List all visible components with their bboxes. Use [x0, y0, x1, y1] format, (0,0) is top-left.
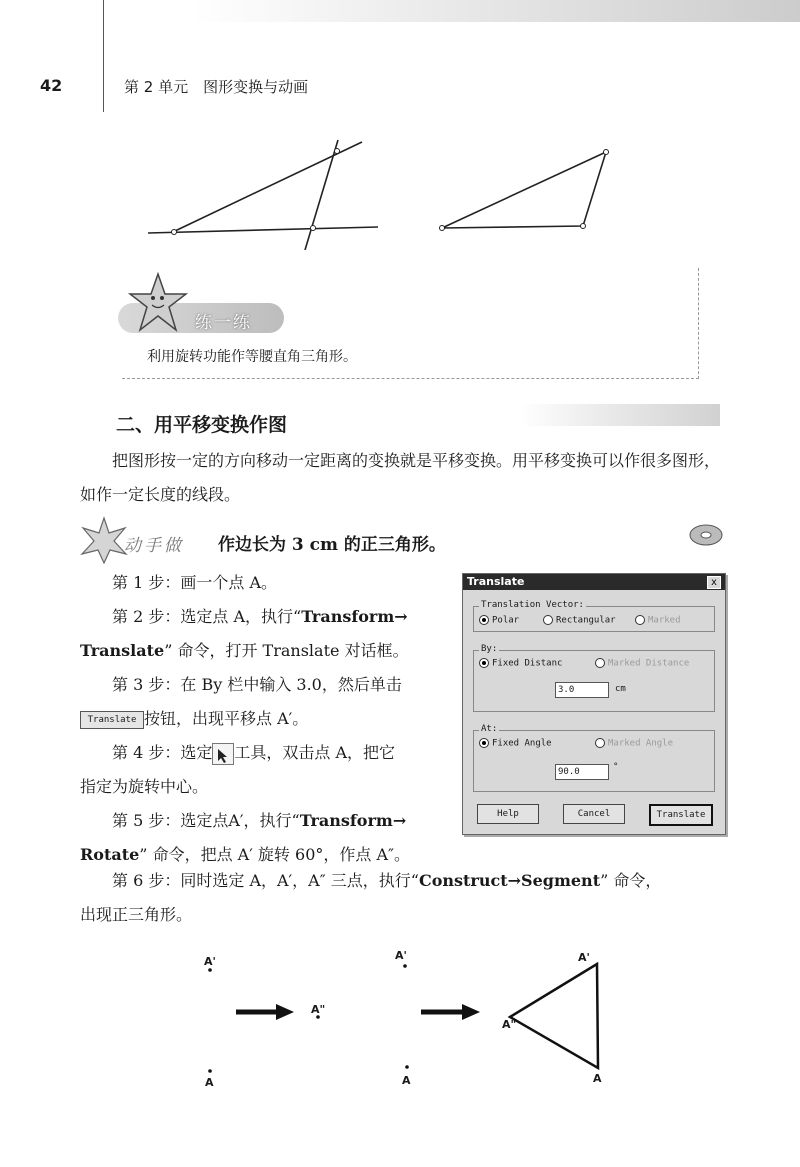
step-6-line-2: 出现正三角形。	[80, 905, 193, 924]
radio-selected-icon	[479, 615, 489, 625]
label-a: A	[205, 1076, 214, 1089]
radio-icon	[635, 615, 645, 625]
dialog-titlebar	[463, 574, 725, 590]
arrow-right-icon	[421, 1004, 480, 1020]
figure-stage-2	[403, 964, 409, 1069]
arrow-right-icon	[236, 1004, 294, 1020]
equilateral-triangle	[510, 964, 598, 1068]
top-figures	[0, 130, 800, 250]
header-shading	[190, 0, 800, 22]
angle-unit: °	[613, 762, 619, 772]
step-4-line-1	[112, 736, 395, 770]
help-button[interactable]: Help	[477, 804, 539, 824]
step-2-line-1	[112, 600, 452, 634]
handson-title: 作边长为 3 cm 的正三角形。	[218, 535, 446, 555]
angle-input[interactable]: 90.0	[555, 764, 609, 780]
by-label: By:	[481, 644, 498, 654]
step-2-command: Transform→	[301, 607, 408, 626]
label-a-prime-2: A'	[395, 949, 407, 962]
radio-icon	[595, 658, 605, 668]
step-5-command-end: Rotate	[80, 845, 140, 864]
radio-icon	[543, 615, 553, 625]
dialog-title: Translate	[467, 575, 525, 588]
fixed-distance-label: Fixed Distanc	[492, 658, 563, 669]
star-burst-icon	[80, 516, 128, 564]
label-a-double-prime: A"	[311, 1003, 326, 1016]
translate-dialog	[462, 573, 726, 835]
step-2-command-end: Translate	[80, 641, 165, 660]
fixed-angle-radio[interactable]	[479, 738, 552, 749]
unit-title: 第 2 单元 图形变换与动画	[124, 78, 309, 96]
label-a-prime-3: A'	[578, 951, 590, 964]
arrow-tool-icon	[212, 743, 234, 765]
step-2-line-2	[80, 634, 409, 668]
step-2-text-end: ” 命令，打开 Translate 对话框。	[164, 641, 409, 660]
step-3-line-2	[80, 702, 308, 736]
practice-title: 练一练	[195, 313, 252, 333]
step-4-text-2: 工具，双击点 A，把它	[234, 743, 396, 762]
polar-radio[interactable]	[479, 615, 519, 626]
handson-label: 动手做	[124, 536, 184, 556]
practice-text: 利用旋转功能作等腰直角三角形。	[147, 349, 357, 365]
label-a-double-prime-3: A"	[502, 1018, 517, 1031]
step-5-command: Transform→	[299, 811, 407, 830]
radio-selected-icon	[479, 658, 489, 668]
fixed-distance-radio[interactable]	[479, 658, 562, 669]
step-2-text: 第 2 步：选定点 A，执行“	[112, 607, 302, 626]
fixed-angle-label: Fixed Angle	[492, 738, 552, 749]
marked-angle-radio[interactable]	[595, 738, 673, 749]
distance-input[interactable]: 3.0	[555, 682, 609, 698]
marked-distance-radio[interactable]	[595, 658, 689, 669]
figure-stage-1	[208, 968, 320, 1073]
construction-figures	[0, 940, 800, 1100]
intro-paragraph: 把图形按一定的方向移动一定距离的变换就是平移变换。用平移变换可以作很多图形，如作一定长度的线段。	[80, 451, 721, 504]
step-4-line-2: 指定为旋转中心。	[80, 777, 209, 796]
label-a-prime: A'	[204, 955, 216, 968]
page-number: 42	[40, 76, 63, 95]
translate-button[interactable]: Translate	[649, 804, 713, 826]
step-4-text: 第 4 步：选定	[112, 743, 213, 762]
marked-radio[interactable]	[635, 615, 681, 626]
rectangular-label: Rectangular	[556, 615, 616, 626]
marked-label: Marked	[648, 615, 681, 626]
radio-selected-icon	[479, 738, 489, 748]
distance-unit: cm	[615, 684, 626, 694]
step-6-command: Construct→Segment	[418, 871, 601, 890]
intersecting-lines-figure	[148, 140, 378, 250]
step-5-text-end: ” 命令，把点 A′ 旋转 60°，作点 A″。	[139, 845, 410, 864]
label-a-2: A	[402, 1074, 411, 1087]
translation-vector-label: Translation Vector:	[481, 600, 584, 610]
header-divider	[103, 0, 104, 112]
label-a-3: A	[593, 1072, 602, 1085]
step-5-line-1	[112, 804, 452, 838]
polar-label: Polar	[492, 615, 520, 626]
step-5-text: 第 5 步：选定点A′，执行“	[112, 811, 300, 830]
marked-distance-label: Marked Distance	[608, 658, 690, 669]
step-6-text-2: ” 命令，	[600, 871, 662, 890]
step-3-text-end: 按钮，出现平移点 A′。	[144, 709, 309, 728]
radio-icon	[595, 738, 605, 748]
at-label: At:	[481, 724, 498, 734]
step-1: 第 1 步：画一个点 A。	[112, 573, 277, 592]
section-heading-band	[520, 404, 720, 426]
close-button[interactable]: x	[707, 576, 721, 589]
star-mascot-icon	[128, 272, 188, 334]
marked-angle-label: Marked Angle	[608, 738, 674, 749]
triangle-figure	[440, 150, 609, 231]
step-6-line-1	[112, 864, 732, 898]
step-6-text: 第 6 步：同时选定 A，A′，A″ 三点，执行“	[112, 871, 419, 890]
step-3-line-1: 第 3 步：在 By 栏中输入 3.0，然后单击	[112, 675, 402, 694]
cancel-button[interactable]: Cancel	[563, 804, 625, 824]
rectangular-radio[interactable]	[543, 615, 616, 626]
inline-translate-button: Translate	[80, 711, 144, 729]
section-heading: 二、用平移变换作图	[116, 414, 288, 436]
cd-disc-icon	[688, 522, 724, 548]
